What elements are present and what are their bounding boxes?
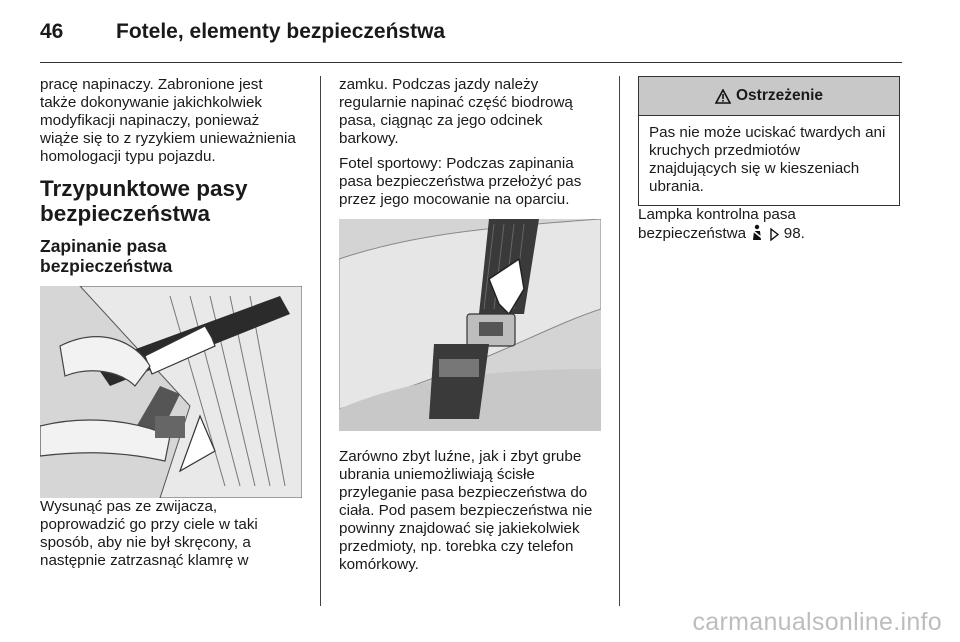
sport-seat-paragraph: Fotel sportowy: Podczas zapinania pasa bezpieczeństwa przełożyć pas przez jego mocowanie na oparciu. xyxy=(339,155,582,208)
page-number: 46 xyxy=(40,20,64,43)
warning-box xyxy=(638,76,900,206)
warning-triangle-icon xyxy=(715,89,731,104)
fastening-instruction: Wysunąć pas ze zwijacza, poprowadzić go przy ciele w taki sposób, aby nie był skręcony, a następnie zatrzasnąć klamrę w xyxy=(40,498,258,569)
seatbelt-person-icon xyxy=(750,224,764,241)
seatbelt-lamp-reference xyxy=(638,206,902,243)
watermark: carmanualsonline.info xyxy=(692,608,942,636)
column-divider-right xyxy=(619,76,620,606)
warning-header xyxy=(639,77,899,116)
lamp-page-number: 98. xyxy=(783,225,805,242)
column-middle xyxy=(339,76,603,574)
page-header xyxy=(40,18,902,63)
warning-title: Ostrzeżenie xyxy=(735,87,823,104)
page-reference-arrow-icon xyxy=(769,228,780,241)
clothing-advice-paragraph: Zarówno zbyt luźne, jak i zbyt grube ubrania uniemożliwiają ścisłe przyleganie pasa bezpieczeństwa do ciała. Pod pasem bezpieczeństwa nie powinny znajdować się jakiekolwiek przedmioty, np. torebka czy telefon komórkowy. xyxy=(339,448,593,573)
warning-body xyxy=(639,116,899,205)
column-divider-left xyxy=(320,76,321,606)
column-left xyxy=(40,76,302,570)
sport-seat-belt-guide-illustration xyxy=(339,219,601,431)
column-right xyxy=(638,76,902,243)
section-heading: Trzypunktowe pasy bezpieczeństwa xyxy=(40,176,248,226)
continued-paragraph: zamku. Podczas jazdy należy regularnie napinać część biodrową pasa, ciągnąc za jego odcinek barkowy. xyxy=(339,76,573,147)
seatbelt-fastening-illustration xyxy=(40,286,302,498)
page-title: Fotele, elementy bezpieczeństwa xyxy=(116,20,446,43)
subsection-heading: Zapinanie pasa bezpieczeństwa xyxy=(40,236,173,276)
warning-text: Pas nie może uciskać twardych ani kruchych przedmiotów znajdujących się w kieszeniach ubrania. xyxy=(649,124,886,195)
lamp-text: Lampka kontrolna pasa bezpieczeństwa xyxy=(638,206,796,242)
continued-paragraph: pracę napinaczy. Zabronione jest także dokonywanie jakichkolwiek modyfikacji napinaczy, ponieważ wiąże się to z ryzykiem unieważnienia homologacji typu pojazdu. xyxy=(40,76,296,165)
